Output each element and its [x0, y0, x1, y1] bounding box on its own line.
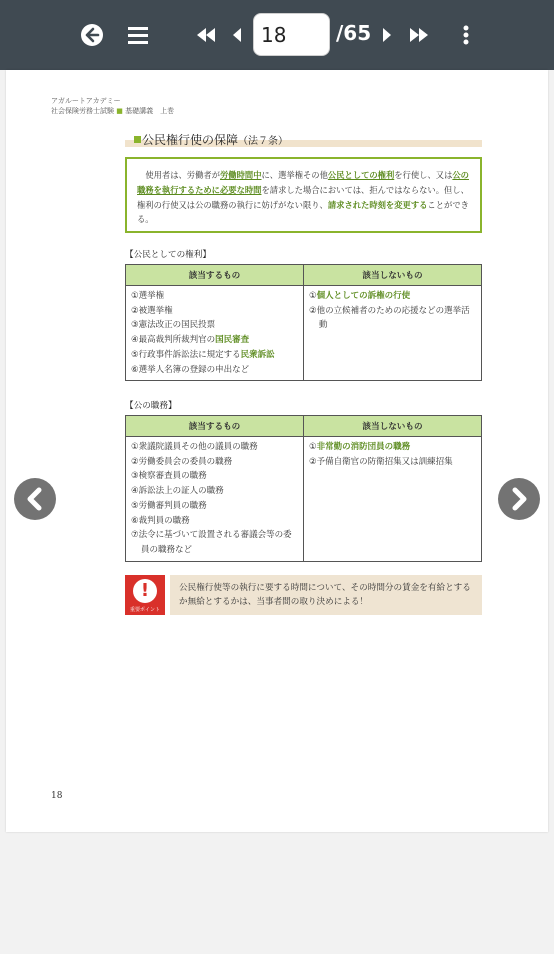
list-item: ①選挙権 — [131, 291, 165, 301]
back-button[interactable] — [76, 17, 108, 53]
statute-highlight: 請求された時刻を変更する — [327, 199, 428, 210]
table1-heading: 【公民としての権利】 — [125, 250, 211, 260]
statute-text-box — [125, 157, 482, 233]
statute-text: を請求した場合においては、拒んではならない。但し、権利の行使又は公の職務の執行に妨げがない限り、 — [137, 184, 469, 210]
more-options-button[interactable] — [456, 17, 476, 53]
list-item: ⑥選挙人名簿の登録の申出など — [131, 364, 250, 375]
list-item: ③検察審査員の職務 — [131, 471, 207, 482]
important-point-note — [125, 575, 482, 617]
prev-page-button[interactable] — [228, 17, 246, 53]
menu-icon — [127, 25, 149, 45]
viewer-toolbar — [0, 0, 554, 70]
statute-text: ことができる。 — [137, 199, 469, 225]
table1-no-cell — [304, 286, 482, 381]
list-item: ②労働委員会の委員の職務 — [131, 456, 233, 467]
list-item: ⑤行政事件訴訟法に規定する民衆訴訟 — [131, 349, 275, 360]
badge-label: 重要ポイント — [129, 607, 160, 613]
table1-yes-cell — [126, 286, 304, 381]
list-item: ④最高裁判所裁判官の国民審査 — [131, 335, 250, 346]
public-duties-table — [125, 415, 482, 562]
back-circle-icon — [80, 23, 104, 47]
table1-col-no: 該当しないもの — [304, 265, 482, 286]
previous-page-arrow-button[interactable] — [14, 478, 56, 520]
page-number-input[interactable] — [253, 13, 330, 56]
table2-no-cell — [304, 437, 482, 562]
table2-yes-cell — [126, 437, 304, 562]
list-item: ⑤労働審判員の職務 — [131, 500, 207, 511]
list-item: ②予備自衛官の防衛招集又は訓練招集 — [309, 456, 453, 467]
civic-rights-table — [125, 264, 482, 381]
statute-highlight: 公民としての権利 — [327, 170, 395, 180]
section-title-note: （法７条） — [238, 136, 289, 147]
table2-col-yes: 該当するもの — [126, 416, 304, 437]
important-point-badge — [125, 575, 165, 615]
statute-text: に、選挙権その他 — [261, 170, 328, 180]
section-title — [125, 130, 482, 150]
list-item: ②他の立候補者のための応援などの選挙活動 — [309, 305, 470, 331]
last-page-icon — [409, 27, 429, 43]
section-title-text: 公民権行使の保障 — [142, 133, 239, 147]
page-number: 18 — [51, 791, 63, 801]
first-page-icon — [196, 27, 216, 43]
list-item: ①非常勤の消防団員の職務 — [309, 442, 411, 452]
statute-text: 使用者は、労働者が — [145, 170, 220, 180]
table2-heading: 【公の職務】 — [125, 401, 177, 411]
list-item: ②被選挙権 — [131, 305, 173, 316]
next-page-arrow-button[interactable] — [498, 478, 540, 520]
list-item: ⑦法令に基づいて設置される審議会等の委員の職務など — [131, 530, 292, 555]
menu-button[interactable] — [124, 17, 152, 53]
running-head — [51, 96, 174, 116]
list-item: ⑥裁判員の職務 — [131, 515, 190, 526]
running-head-separator-icon: ■ — [116, 107, 123, 115]
table2-col-no: 該当しないもの — [304, 416, 482, 437]
more-vertical-icon — [462, 25, 470, 45]
statute-text: を行使し、又は — [394, 170, 453, 180]
table1-col-yes: 該当するもの — [126, 265, 304, 286]
next-page-button[interactable] — [378, 17, 396, 53]
chevron-left-icon — [25, 487, 45, 511]
page-total-label: /65 — [336, 21, 372, 45]
document-page — [6, 70, 548, 832]
list-item: ④訴訟法上の証人の職務 — [131, 486, 224, 497]
title-square-icon — [134, 136, 141, 143]
statute-highlight: 労働時間中 — [220, 170, 262, 180]
statute-highlight: 公の職務を執行するために必要な時間 — [137, 170, 469, 195]
first-page-button[interactable] — [193, 17, 219, 53]
running-head-exam: 社会保険労務士試験 — [51, 107, 114, 115]
running-head-publisher: アガルートアカデミー — [51, 97, 121, 105]
list-item: ①衆議院議員その他の議員の職務 — [131, 442, 258, 452]
running-head-volume: 基礎講義 上巻 — [125, 107, 175, 115]
list-item: ③憲法改正の国民投票 — [131, 320, 216, 331]
last-page-button[interactable] — [406, 17, 432, 53]
prev-page-icon — [231, 27, 243, 43]
list-item: ①個人としての訴権の行使 — [309, 291, 411, 301]
exclamation-icon: ! — [133, 579, 157, 603]
note-text: 公民権行使等の執行に要する時間について、その時間分の賃金を有給とするか無給とするかは、当事者間の取り決めによる！ — [170, 575, 482, 615]
chevron-right-icon — [509, 487, 529, 511]
next-page-icon — [381, 27, 393, 43]
